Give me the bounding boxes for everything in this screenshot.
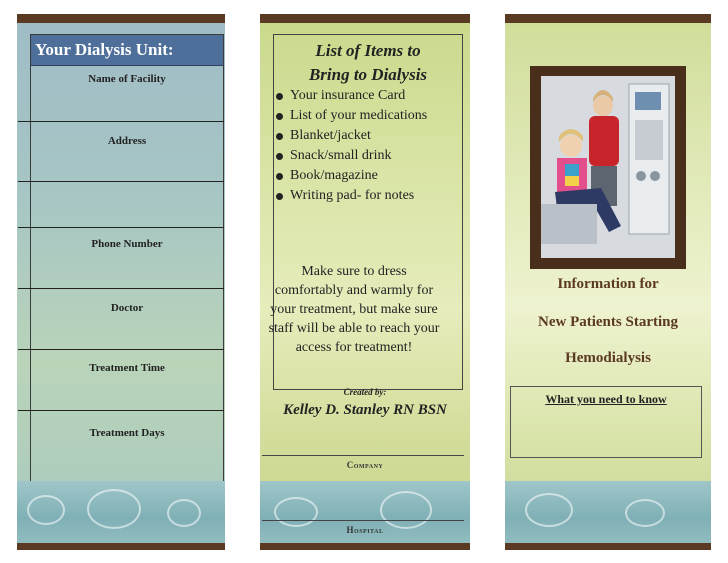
top-border [260,14,470,23]
bullet-icon [276,173,283,180]
field-label-doctor: Doctor [110,302,144,314]
list-title-line1: List of Items to [315,41,421,60]
right-panel [505,14,711,550]
field-label-address: Address [107,135,147,147]
photo-frame [530,66,686,269]
swirl-ornament [27,495,65,525]
list-item: Book/magazine [274,166,446,186]
field-label-facility: Name of Facility [88,73,166,85]
list-item: Writing pad- for notes [274,186,446,206]
company-label: Company [346,460,384,470]
field-line [18,121,224,122]
swirl-ornament [525,493,573,527]
list-item: Snack/small drink [274,146,446,166]
hospital-label: Hospital [346,525,384,535]
divider [262,520,464,521]
field-line [18,181,224,182]
need-to-know-box [510,386,702,458]
field-line [18,288,224,289]
created-by-label: Created by: [343,387,387,397]
author-name: Kelley D. Stanley RN BSN [283,402,447,418]
swirl-ornament [87,489,141,529]
bullet-icon [276,193,283,200]
field-label-phone: Phone Number [91,238,163,250]
field-label-treatment-time: Treatment Time [89,362,165,374]
divider [262,455,464,456]
bullet-icon [276,133,283,140]
bottom-border [505,543,711,550]
patient-photo [541,76,675,258]
dress-note: Make sure to dress comfortably and warmly for your treatment, but make sure staff will be able to reach your access for treatment! [268,264,440,355]
swirl-ornament [625,499,665,527]
bullet-icon [276,113,283,120]
middle-panel [260,14,470,550]
left-panel [17,14,225,550]
list-item: List of your medications [274,106,446,126]
field-line [18,410,224,411]
bullet-icon [276,153,283,160]
list-item: Your insurance Card [274,86,446,106]
list-item: Blanket/jacket [274,126,446,146]
bottom-border [17,543,225,550]
swirl-ornament [274,497,318,527]
form-header [31,35,223,66]
items-list [274,86,446,206]
info-line2: New Patients Starting [538,314,678,330]
top-border [505,14,711,23]
dialysis-unit-form [30,34,224,491]
swirl-ornament [380,491,432,529]
decorative-band [17,481,225,543]
need-to-know-heading: What you need to know [545,392,667,406]
field-label-treatment-days: Treatment Days [89,427,165,439]
form-heading: Your Dialysis Unit: [35,40,174,59]
field-line [18,227,224,228]
nurse-and-patient-image [541,76,675,258]
bullet-icon [276,93,283,100]
list-title-line2: Bring to Dialysis [308,65,428,84]
swirl-ornament [167,499,201,527]
info-line3: Hemodialysis [565,350,651,366]
field-line [18,349,224,350]
top-border [17,14,225,23]
info-line1: Information for [557,276,659,292]
bottom-border [260,543,470,550]
decorative-band [505,481,711,543]
